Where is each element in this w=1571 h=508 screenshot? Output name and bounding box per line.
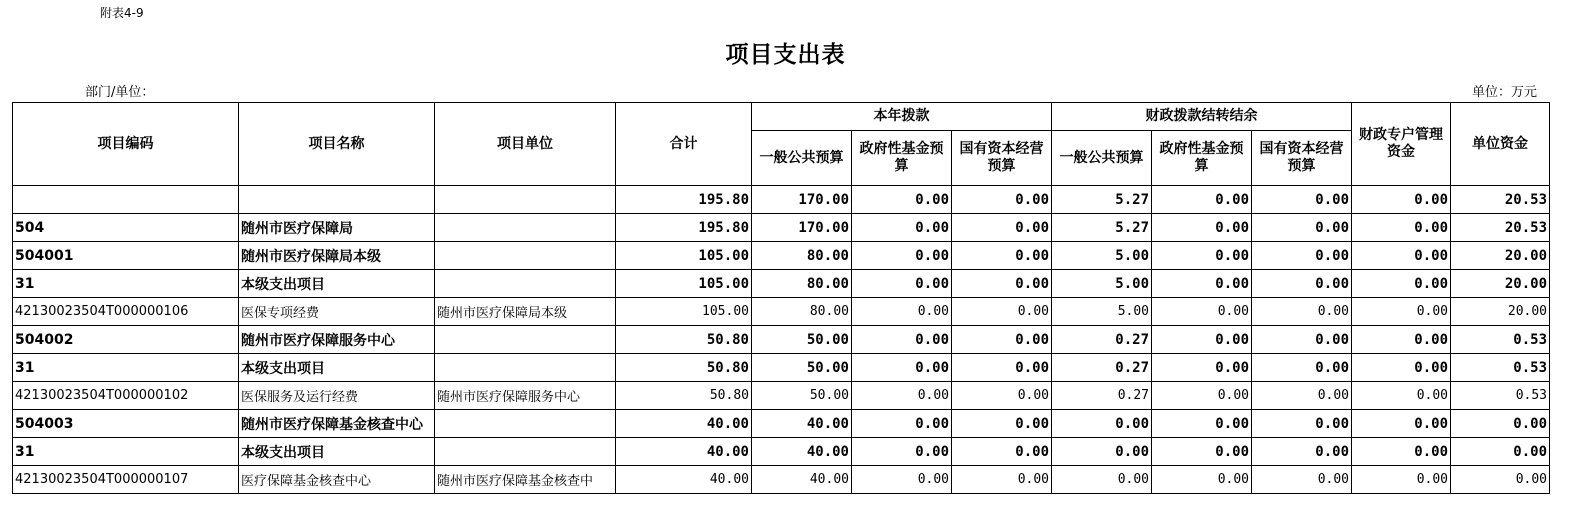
cell-cy-gov-fund: 0.00 — [852, 242, 952, 270]
cell-name: 本级支出项目 — [239, 438, 435, 466]
cell-co-gov-fund: 0.00 — [1152, 298, 1252, 326]
cell-cy-gov-fund: 0.00 — [852, 466, 952, 494]
cell-special-mgmt: 0.00 — [1352, 354, 1451, 382]
cell-code: 42130023504T000000102 — [13, 382, 239, 410]
cell-cy-general-budget: 80.00 — [752, 270, 852, 298]
cell-total: 50.80 — [616, 382, 752, 410]
cell-total: 40.00 — [616, 438, 752, 466]
cell-unit-funds: 20.00 — [1451, 242, 1550, 270]
cell-co-state-capital: 0.00 — [1252, 438, 1352, 466]
project-expenditure-table — [12, 102, 1550, 494]
cell-cy-gov-fund: 0.00 — [852, 438, 952, 466]
cell-unit-funds: 0.53 — [1451, 326, 1550, 354]
cell-co-general-budget: 0.27 — [1052, 382, 1152, 410]
header-co-general-budget: 一般公共预算 — [1052, 131, 1152, 186]
cell-co-state-capital: 0.00 — [1252, 354, 1352, 382]
cell-cy-general-budget: 50.00 — [752, 382, 852, 410]
cell-special-mgmt: 0.00 — [1352, 410, 1451, 438]
cell-total: 105.00 — [616, 270, 752, 298]
cell-cy-gov-fund: 0.00 — [852, 270, 952, 298]
cell-cy-general-budget: 40.00 — [752, 438, 852, 466]
cell-unit: 随州市医疗保障服务中心 — [435, 382, 616, 410]
cell-co-general-budget: 5.00 — [1052, 242, 1152, 270]
cell-special-mgmt: 0.00 — [1352, 186, 1451, 214]
table-row — [13, 214, 1550, 242]
cell-unit — [435, 242, 616, 270]
cell-name — [239, 186, 435, 214]
cell-co-general-budget: 5.00 — [1052, 298, 1152, 326]
cell-unit-funds: 0.00 — [1451, 438, 1550, 466]
cell-cy-general-budget: 40.00 — [752, 410, 852, 438]
header-name: 项目名称 — [239, 103, 435, 186]
cell-unit — [435, 186, 616, 214]
cell-cy-gov-fund: 0.00 — [852, 186, 952, 214]
cell-cy-state-capital: 0.00 — [952, 326, 1052, 354]
cell-unit — [435, 270, 616, 298]
cell-cy-state-capital: 0.00 — [952, 242, 1052, 270]
header-current-year: 本年拨款 — [752, 103, 1052, 131]
header-total: 合计 — [616, 103, 752, 186]
cell-name: 医保专项经费 — [239, 298, 435, 326]
cell-unit-funds: 20.00 — [1451, 298, 1550, 326]
cell-co-gov-fund: 0.00 — [1152, 438, 1252, 466]
cell-co-gov-fund: 0.00 — [1152, 410, 1252, 438]
cell-code: 31 — [13, 354, 239, 382]
cell-co-general-budget: 5.27 — [1052, 186, 1152, 214]
cell-unit-funds: 20.53 — [1451, 186, 1550, 214]
cell-code: 504001 — [13, 242, 239, 270]
header-unit: 项目单位 — [435, 103, 616, 186]
table-row — [13, 298, 1550, 326]
cell-cy-state-capital: 0.00 — [952, 354, 1052, 382]
cell-name: 医疗保障基金核查中心 — [239, 466, 435, 494]
cell-co-state-capital: 0.00 — [1252, 186, 1352, 214]
cell-cy-state-capital: 0.00 — [952, 298, 1052, 326]
cell-co-gov-fund: 0.00 — [1152, 326, 1252, 354]
cell-cy-gov-fund: 0.00 — [852, 214, 952, 242]
cell-name: 随州市医疗保障服务中心 — [239, 326, 435, 354]
cell-co-general-budget: 0.00 — [1052, 438, 1152, 466]
cell-cy-state-capital: 0.00 — [952, 410, 1052, 438]
cell-special-mgmt: 0.00 — [1352, 214, 1451, 242]
cell-total: 105.00 — [616, 298, 752, 326]
cell-special-mgmt: 0.00 — [1352, 438, 1451, 466]
cell-unit-funds: 0.00 — [1451, 466, 1550, 494]
cell-name: 随州市医疗保障局本级 — [239, 242, 435, 270]
cell-unit-funds: 0.53 — [1451, 354, 1550, 382]
cell-co-general-budget: 0.00 — [1052, 466, 1152, 494]
cell-name: 医保服务及运行经费 — [239, 382, 435, 410]
table-row — [13, 270, 1550, 298]
cell-name: 本级支出项目 — [239, 270, 435, 298]
page-title: 项目支出表 — [725, 41, 846, 68]
cell-cy-general-budget: 50.00 — [752, 326, 852, 354]
cell-unit-funds: 20.53 — [1451, 214, 1550, 242]
cell-code: 42130023504T000000106 — [13, 298, 239, 326]
cell-co-gov-fund: 0.00 — [1152, 186, 1252, 214]
cell-cy-state-capital: 0.00 — [952, 382, 1052, 410]
cell-special-mgmt: 0.00 — [1352, 382, 1451, 410]
cell-cy-general-budget: 80.00 — [752, 242, 852, 270]
cell-unit — [435, 354, 616, 382]
cell-cy-general-budget: 170.00 — [752, 214, 852, 242]
cell-cy-state-capital: 0.00 — [952, 270, 1052, 298]
cell-special-mgmt: 0.00 — [1352, 298, 1451, 326]
cell-code: 504003 — [13, 410, 239, 438]
header-unit-funds: 单位资金 — [1451, 103, 1550, 186]
header-carryover: 财政拨款结转结余 — [1052, 103, 1352, 131]
table-row — [13, 186, 1550, 214]
cell-cy-gov-fund: 0.00 — [852, 410, 952, 438]
cell-co-state-capital: 0.00 — [1252, 242, 1352, 270]
cell-co-gov-fund: 0.00 — [1152, 466, 1252, 494]
cell-unit — [435, 214, 616, 242]
cell-total: 40.00 — [616, 410, 752, 438]
cell-unit-funds: 20.00 — [1451, 270, 1550, 298]
cell-code: 504 — [13, 214, 239, 242]
cell-co-state-capital: 0.00 — [1252, 298, 1352, 326]
cell-special-mgmt: 0.00 — [1352, 270, 1451, 298]
cell-cy-gov-fund: 0.00 — [852, 382, 952, 410]
cell-co-general-budget: 0.27 — [1052, 354, 1152, 382]
header-cy-general-budget: 一般公共预算 — [752, 131, 852, 186]
cell-total: 50.80 — [616, 326, 752, 354]
cell-name: 随州市医疗保障局 — [239, 214, 435, 242]
cell-cy-general-budget: 170.00 — [752, 186, 852, 214]
cell-total: 105.00 — [616, 242, 752, 270]
header-co-gov-fund: 政府性基金预算 — [1152, 131, 1252, 186]
table-row — [13, 382, 1550, 410]
cell-co-general-budget: 5.00 — [1052, 270, 1152, 298]
cell-unit-funds: 0.00 — [1451, 410, 1550, 438]
cell-cy-general-budget: 50.00 — [752, 354, 852, 382]
cell-co-state-capital: 0.00 — [1252, 382, 1352, 410]
header-special-mgmt: 财政专户管理资金 — [1352, 103, 1451, 186]
cell-total: 40.00 — [616, 466, 752, 494]
header-cy-gov-fund: 政府性基金预算 — [852, 131, 952, 186]
header-cy-state-capital: 国有资本经营预算 — [952, 131, 1052, 186]
cell-code: 504002 — [13, 326, 239, 354]
cell-code: 42130023504T000000107 — [13, 466, 239, 494]
cell-unit: 随州市医疗保障基金核查中 — [435, 466, 616, 494]
table-row — [13, 438, 1550, 466]
cell-cy-state-capital: 0.00 — [952, 466, 1052, 494]
cell-unit — [435, 438, 616, 466]
cell-code — [13, 186, 239, 214]
table-row — [13, 354, 1550, 382]
cell-cy-gov-fund: 0.00 — [852, 354, 952, 382]
cell-unit: 随州市医疗保障局本级 — [435, 298, 616, 326]
cell-co-state-capital: 0.00 — [1252, 326, 1352, 354]
cell-co-state-capital: 0.00 — [1252, 214, 1352, 242]
cell-total: 195.80 — [616, 186, 752, 214]
cell-unit — [435, 410, 616, 438]
cell-cy-general-budget: 80.00 — [752, 298, 852, 326]
cell-co-gov-fund: 0.00 — [1152, 382, 1252, 410]
unit-label: 单位：万元 — [1471, 85, 1537, 100]
header-co-state-capital: 国有资本经营预算 — [1252, 131, 1352, 186]
cell-special-mgmt: 0.00 — [1352, 326, 1451, 354]
cell-co-gov-fund: 0.00 — [1152, 214, 1252, 242]
cell-name: 本级支出项目 — [239, 354, 435, 382]
cell-co-gov-fund: 0.00 — [1152, 270, 1252, 298]
cell-cy-state-capital: 0.00 — [952, 214, 1052, 242]
cell-co-state-capital: 0.00 — [1252, 270, 1352, 298]
cell-special-mgmt: 0.00 — [1352, 242, 1451, 270]
cell-total: 195.80 — [616, 214, 752, 242]
cell-code: 31 — [13, 270, 239, 298]
cell-co-gov-fund: 0.00 — [1152, 354, 1252, 382]
table-row — [13, 242, 1550, 270]
cell-co-general-budget: 5.27 — [1052, 214, 1152, 242]
cell-cy-gov-fund: 0.00 — [852, 326, 952, 354]
annex-label: 附表4-9 — [100, 6, 144, 20]
cell-co-gov-fund: 0.00 — [1152, 242, 1252, 270]
cell-unit — [435, 326, 616, 354]
department-label: 部门/单位： — [85, 85, 155, 100]
cell-cy-general-budget: 40.00 — [752, 466, 852, 494]
table-row — [13, 466, 1550, 494]
header-code: 项目编码 — [13, 103, 239, 186]
cell-co-general-budget: 0.27 — [1052, 326, 1152, 354]
cell-unit-funds: 0.53 — [1451, 382, 1550, 410]
table-row — [13, 326, 1550, 354]
cell-special-mgmt: 0.00 — [1352, 466, 1451, 494]
cell-co-general-budget: 0.00 — [1052, 410, 1152, 438]
cell-total: 50.80 — [616, 354, 752, 382]
cell-co-state-capital: 0.00 — [1252, 410, 1352, 438]
table-row — [13, 410, 1550, 438]
cell-cy-gov-fund: 0.00 — [852, 298, 952, 326]
cell-name: 随州市医疗保障基金核查中心 — [239, 410, 435, 438]
cell-code: 31 — [13, 438, 239, 466]
cell-cy-state-capital: 0.00 — [952, 186, 1052, 214]
cell-cy-state-capital: 0.00 — [952, 438, 1052, 466]
cell-co-state-capital: 0.00 — [1252, 466, 1352, 494]
